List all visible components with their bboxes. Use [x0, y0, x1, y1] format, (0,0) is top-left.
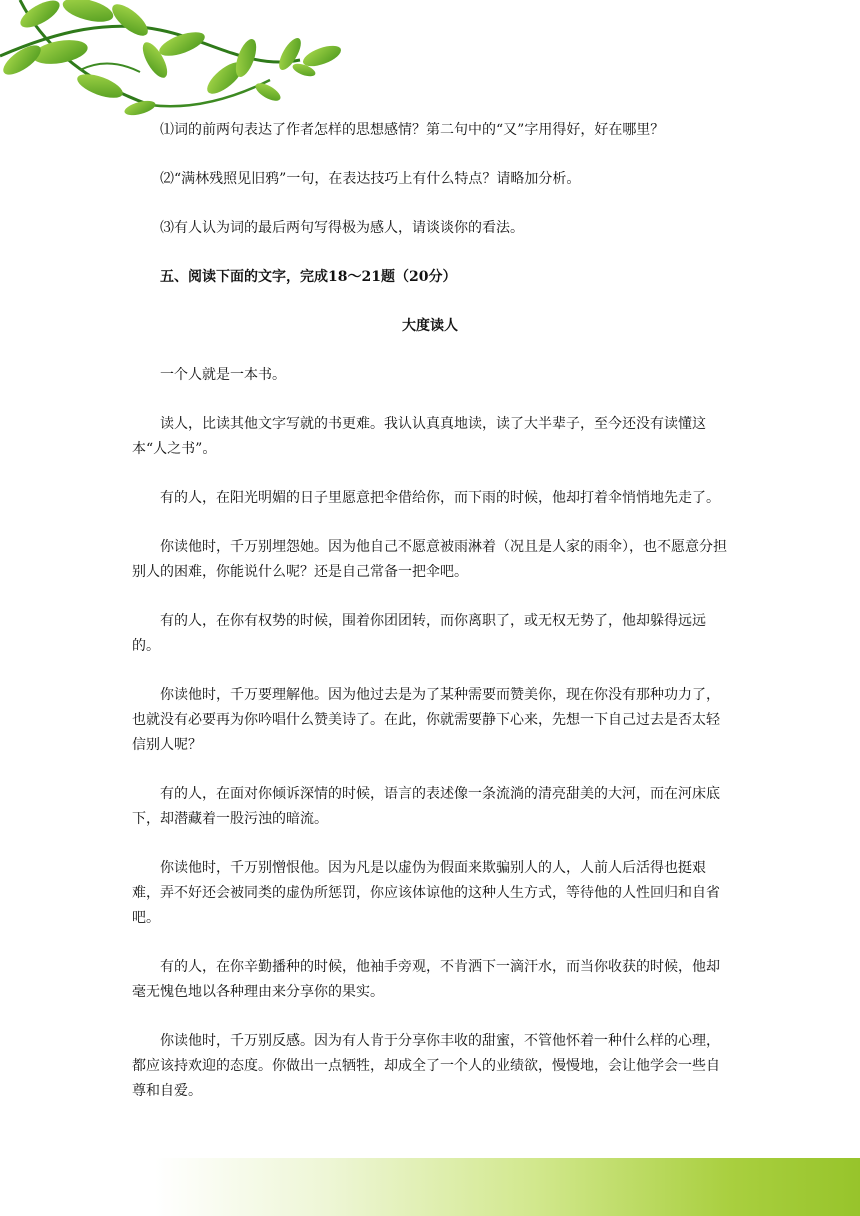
essay-paragraph-10: 你读他时，千万别反感。因为有人肯于分享你丰收的甜蜜，不管他怀着一种什么样的心理，都应该持欢迎的态度。你做出一点牺牲，却成全了一个人的业绩欲，慢慢地，会让他学会一些自尊和自爱。 — [132, 1033, 720, 1099]
essay-title: 大度读人 — [402, 318, 458, 334]
essay-paragraph-1: 一个人就是一本书。 — [160, 367, 286, 383]
essay-paragraph-8: 你读他时，千万别憎恨他。因为凡是以虚伪为假面来欺骗别人的人，人前人后活得也挺艰难，弄不好还会被同类的虚伪所惩罚，你应该体谅他的这种人生方式，等待他的人性回归和自省吧。 — [132, 860, 720, 926]
question-3: ⑶有人认为词的最后两句写得极为感人，请谈谈你的看法。 — [160, 220, 524, 236]
question-2: ⑵“满林残照见旧鸦”一句，在表达技巧上有什么特点？请略加分析。 — [160, 171, 581, 187]
question-1: ⑴词的前两句表达了作者怎样的思想感情？第二句中的“又”字用得好，好在哪里？ — [160, 122, 665, 138]
green-vine-leaves-icon — [0, 0, 360, 125]
footer-gradient-band — [0, 1158, 860, 1216]
essay-paragraph-3: 有的人，在阳光明媚的日子里愿意把伞借给你，而下雨的时候，他却打着伞悄悄地先走了。 — [160, 490, 720, 506]
essay-paragraph-5: 有的人，在你有权势的时候，围着你团团转，而你离职了，或无权无势了，他却躲得远远的。 — [132, 613, 706, 654]
essay-paragraph-6: 你读他时，千万要理解他。因为他过去是为了某种需要而赞美你，现在你没有那种功力了，也就没有必要再为你吟唱什么赞美诗了。在此，你就需要静下心来，先想一下自己过去是否太轻信别人呢？ — [132, 687, 720, 753]
essay-paragraph-7: 有的人，在面对你倾诉深情的时候，语言的表述像一条流淌的清亮甜美的大河，而在河床底下，却潜藏着一股污浊的暗流。 — [132, 786, 720, 827]
essay-paragraph-2: 读人，比读其他文字写就的书更难。我认认真真地读，读了大半辈子，至今还没有读懂这本“人之书”。 — [132, 416, 706, 457]
essay-paragraph-4: 你读他时，千万别埋怨她。因为他自己不愿意被雨淋着（况且是人家的雨伞），也不愿意分担别人的困难，你能说什么呢？还是自己常备一把伞吧。 — [132, 539, 727, 580]
document-body — [132, 118, 728, 1128]
section-heading: 五、阅读下面的文字，完成18～21题（20分） — [160, 269, 457, 285]
essay-paragraph-9: 有的人，在你辛勤播种的时候，他袖手旁观，不肯洒下一滴汗水，而当你收获的时候，他却毫无愧色地以各种理由来分享你的果实。 — [132, 959, 720, 1000]
